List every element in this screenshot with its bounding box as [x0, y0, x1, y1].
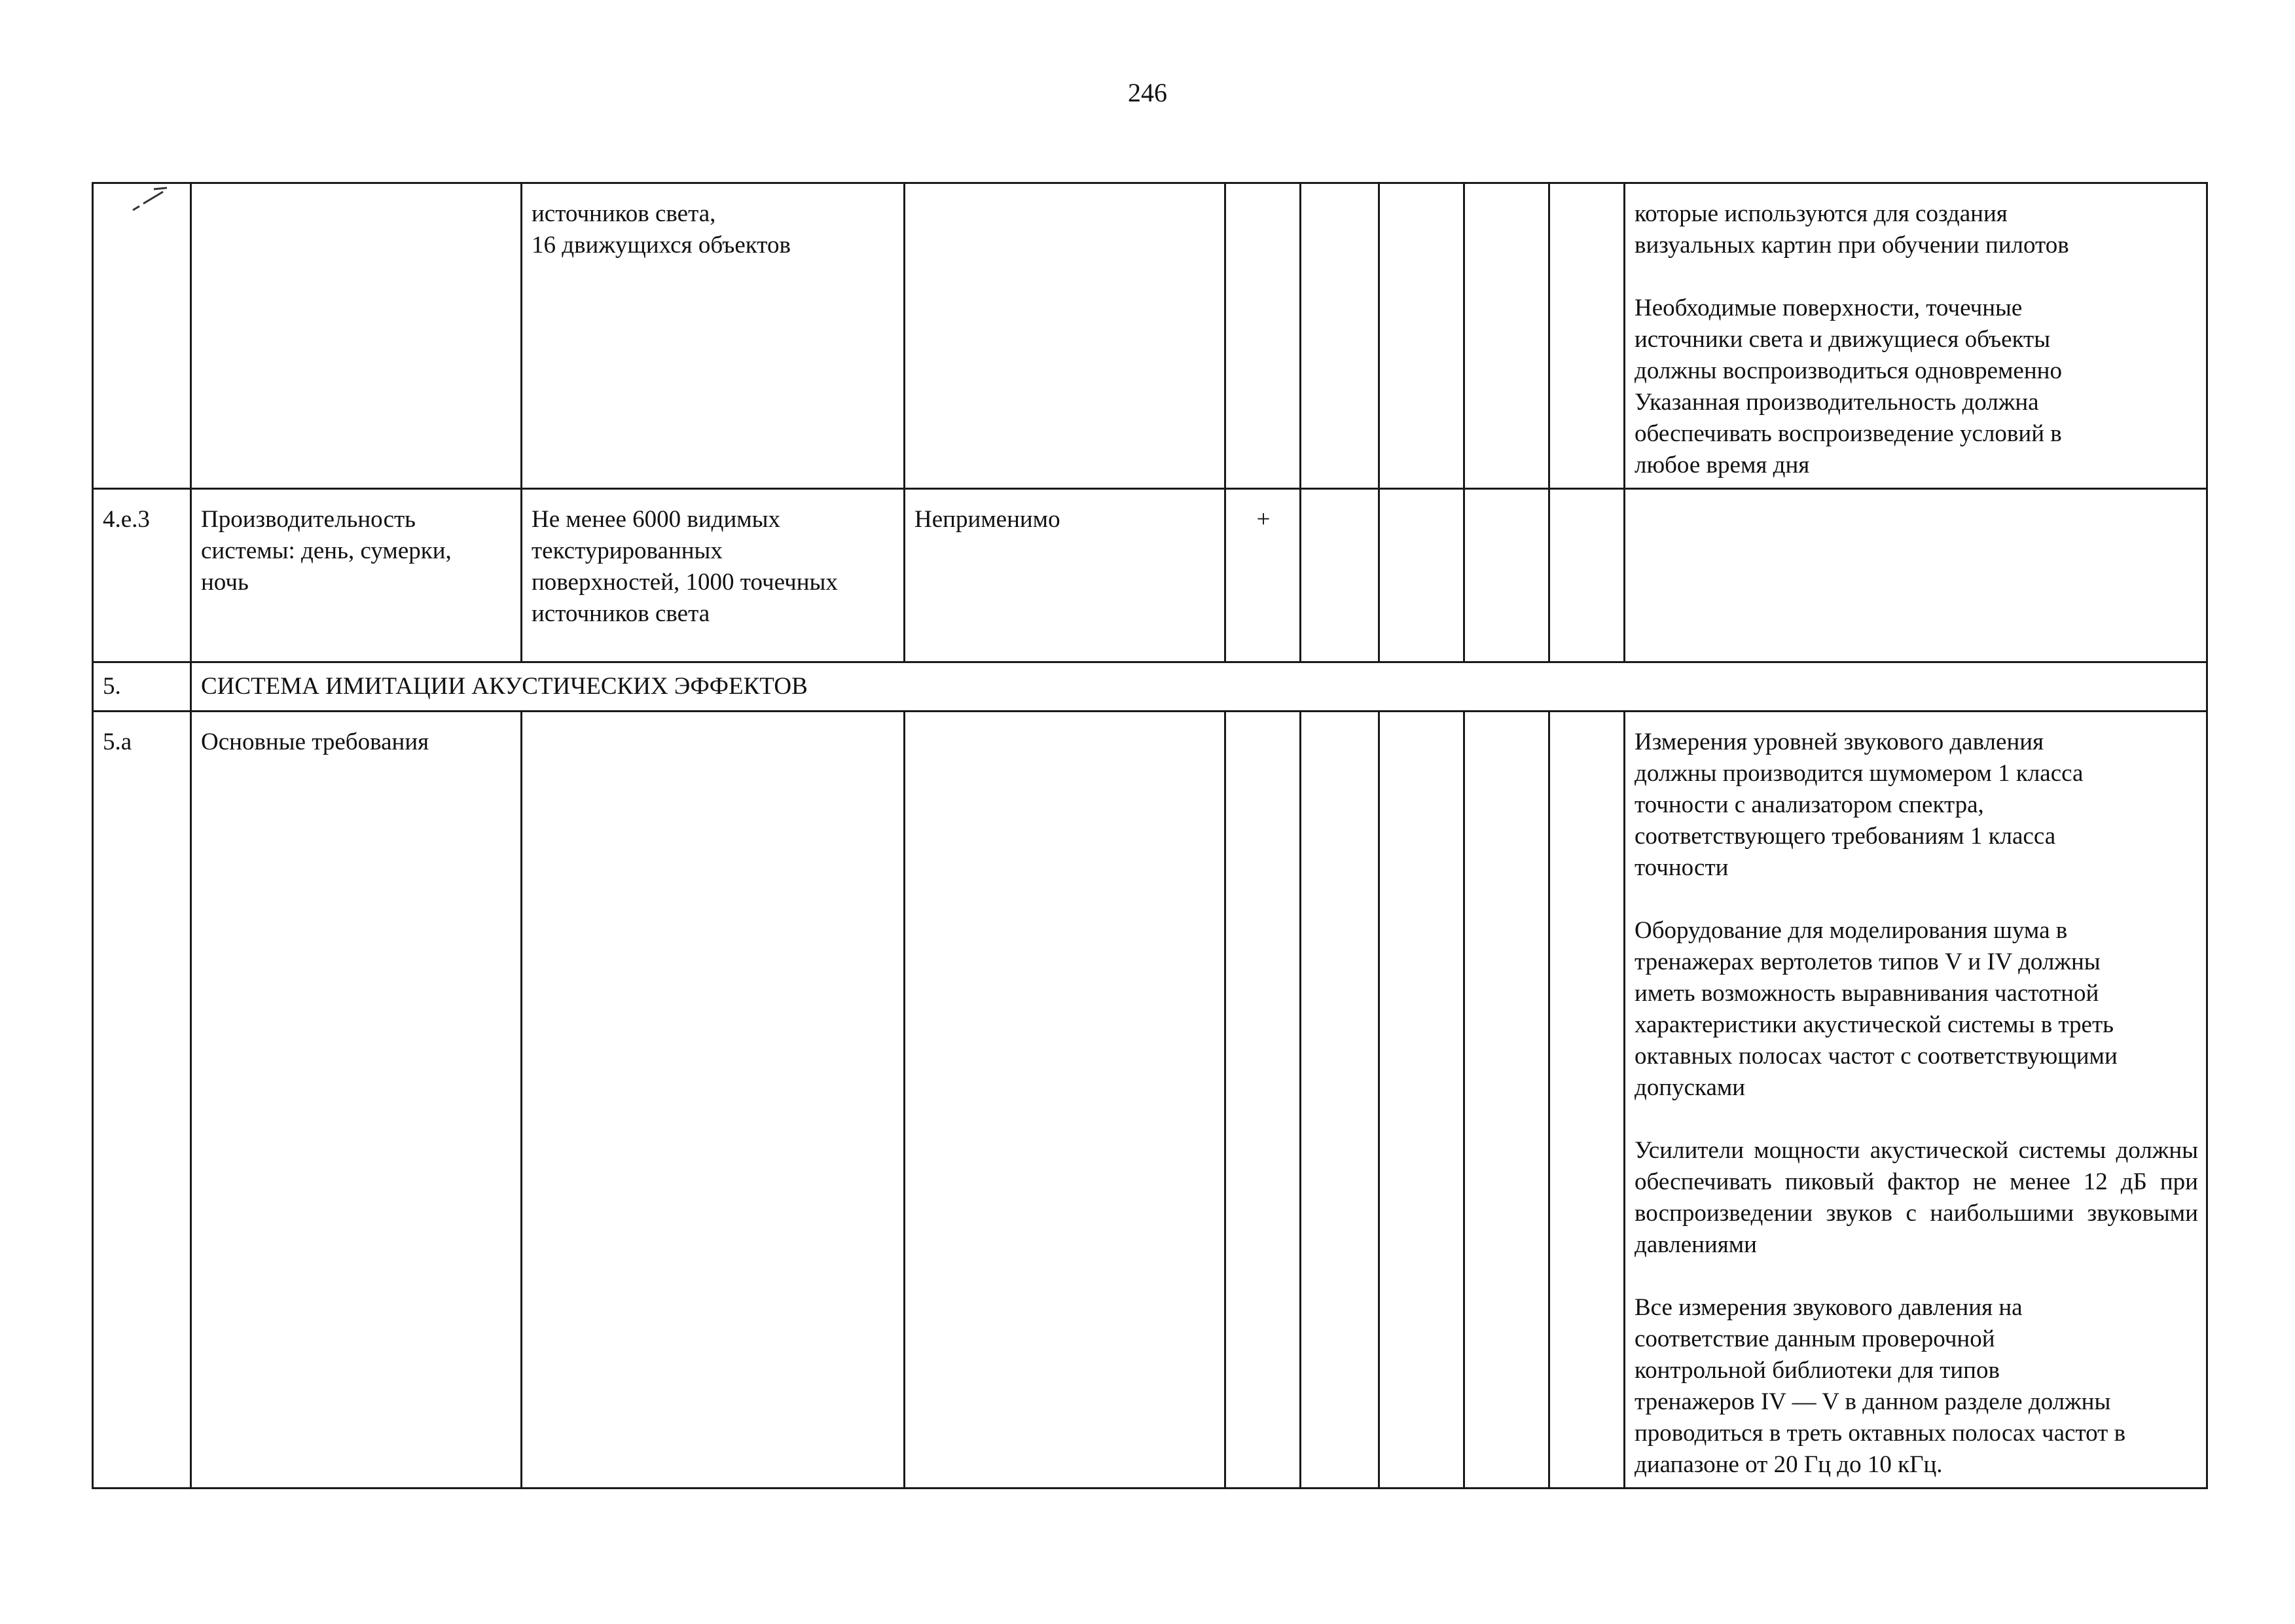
section-row-5: [93, 662, 2207, 712]
requirement-cell: [522, 712, 905, 1489]
notes-cell: [1625, 489, 2207, 662]
row-number-cell: 5.а: [93, 712, 191, 1489]
mark-cell: [1301, 712, 1379, 1489]
parameter-text: Производительность системы: день, сумерки, ночь: [201, 506, 452, 596]
helicopter-cell: [905, 712, 1225, 1489]
parameter-cell: [191, 183, 522, 489]
mark-cell: [1301, 183, 1379, 489]
plus-mark: +: [1225, 489, 1301, 662]
note-paragraph: Все измерения звукового давления на соответствие данным проверочной контрольной библиотеки для типов тренажеров IV — V в данном разделе должны проводиться в треть октавных полосах частот в диапазоне от 20 Гц до 10 кГц.: [1635, 1294, 2126, 1478]
notes-cell: [1625, 712, 2207, 1489]
mark-cell: [1379, 489, 1464, 662]
mark-cell: [1225, 183, 1301, 489]
page-number: 246: [1128, 78, 1167, 107]
note-paragraph: Измерения уровней звукового давления должны производится шумомером 1 класса точности с анализатором спектра, соответствующего требованиям 1 класса точности: [1635, 729, 2084, 881]
requirement-cell: [522, 489, 905, 662]
note-paragraph: которые используются для создания визуальных картин при обучении пилотов: [1635, 200, 2069, 259]
parameter-cell: [191, 489, 522, 662]
mark-cell: [1549, 183, 1625, 489]
mark-cell: [1379, 712, 1464, 1489]
mark-cell: [1549, 712, 1625, 1489]
mark-cell: [1464, 489, 1549, 662]
note-paragraph: Усилители мощности акустической системы должны обеспечивать пиковый фактор не менее 12 дБ при воспроизведении звуков с наибольшими звуковыми давлениями: [1635, 1137, 2198, 1258]
note-paragraph: Необходимые поверхности, точечные источники света и движущиеся объекты должны воспроизводиться одновременно Указанная производительность должна обеспечивать воспроизведение условий в любое время дня: [1635, 295, 2062, 478]
requirement-cell: [522, 183, 905, 489]
requirement-text: источников света, 16 движущихся объектов: [532, 200, 791, 259]
notes-cell: [1625, 183, 2207, 489]
handwritten-mark-icon: [130, 187, 170, 213]
mark-cell: [1464, 712, 1549, 1489]
mark-cell: [1225, 712, 1301, 1489]
row-number-cell: 4.е.3: [93, 489, 191, 662]
row-number-cell: [93, 183, 191, 489]
helicopter-cell: Неприменимо: [905, 489, 1225, 662]
mark-cell: [1301, 489, 1379, 662]
helicopter-cell: [905, 183, 1225, 489]
requirement-text: Не менее 6000 видимых текстурированных поверхностей, 1000 точечных источников света: [532, 506, 838, 627]
mark-cell: [1549, 489, 1625, 662]
note-paragraph: Оборудование для моделирования шума в тренажерах вертолетов типов V и IV должны иметь возможность выравнивания частотной характеристики акустической системы в треть октавных полосах частот с соответствующими допусками: [1635, 917, 2118, 1101]
table-row-continued: [93, 183, 2207, 489]
requirements-table: [92, 182, 2208, 1489]
mark-cell: [1464, 183, 1549, 489]
mark-cell: [1379, 183, 1464, 489]
table-row-5a: [93, 712, 2207, 1489]
table-row-4e3: [93, 489, 2207, 662]
parameter-cell: Основные требования: [191, 712, 522, 1489]
section-title: СИСТЕМА ИМИТАЦИИ АКУСТИЧЕСКИХ ЭФФЕКТОВ: [191, 662, 2207, 712]
section-number: 5.: [93, 662, 191, 712]
